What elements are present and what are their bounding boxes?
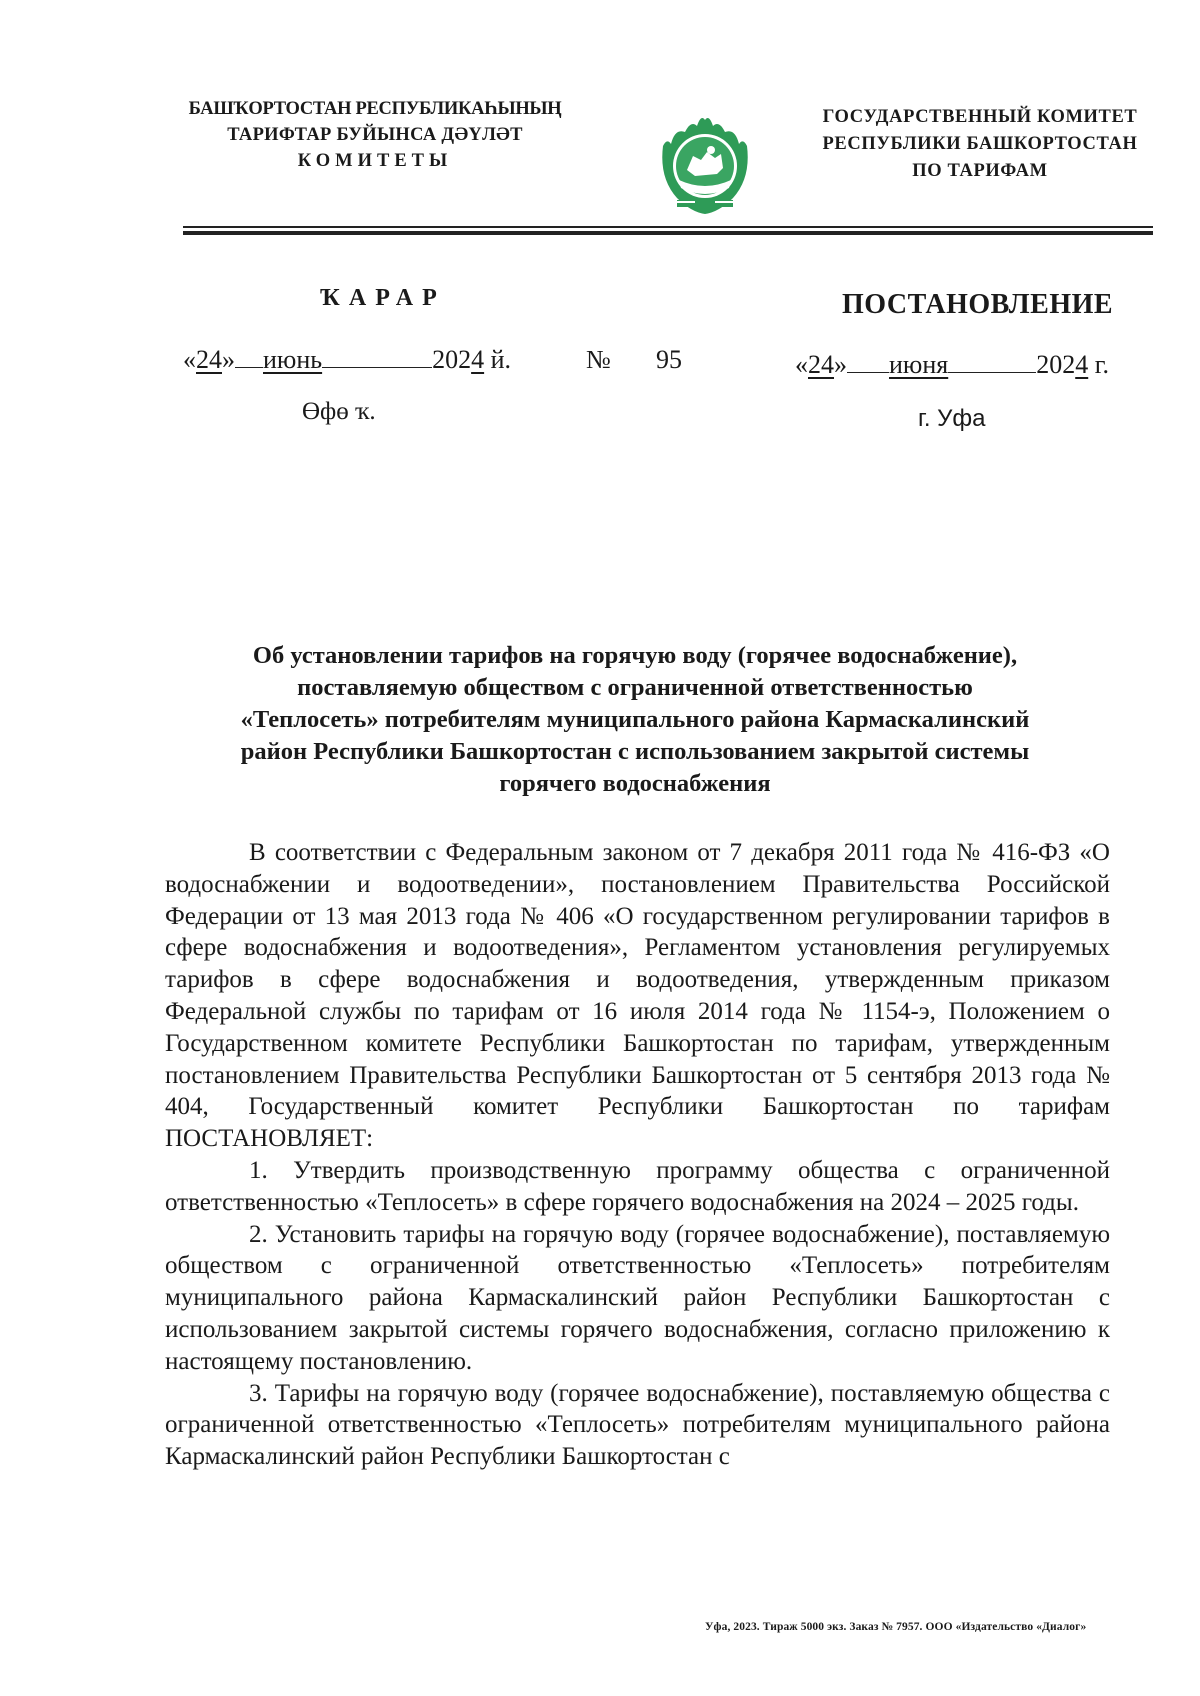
document-title: [165, 640, 1105, 800]
document-body: [165, 837, 1110, 1473]
date-russian-year-prefix: 202: [1036, 350, 1076, 379]
title-line-1: Об установлении тарифов на горячую воду (горячее водоснабжение),: [252, 642, 1018, 669]
title-line-3: «Теплосеть» потребителям муниципального района Кармаскалинский: [240, 706, 1030, 733]
date-bashkir: [183, 345, 511, 375]
title-line-4: район Республики Башкортостан с использованием закрытой системы: [240, 738, 1030, 765]
date-russian-fill-1: [847, 350, 889, 373]
date-bashkir-year-suffix: й.: [484, 345, 512, 374]
doc-number: 95: [656, 345, 682, 374]
date-russian-year-digit: 4: [1075, 350, 1089, 379]
header-russian: [790, 104, 1170, 185]
date-russian-year-suffix: г.: [1088, 350, 1109, 379]
header-russian-line-2: РЕСПУБЛИКИ БАШКОРТОСТАН: [822, 134, 1138, 154]
date-russian: [795, 350, 1109, 380]
date-bashkir-fill-2: [322, 345, 432, 368]
city-russian: г. Уфа: [918, 405, 986, 432]
bashkortostan-emblem-icon: [655, 108, 755, 218]
header-divider-thick: [183, 231, 1153, 235]
header-bashkir: [170, 96, 580, 174]
paragraph-preamble: В соответствии с Федеральным законом от 7 декабря 2011 года № 416-ФЗ «О водоснабжении и водоотведении», постановлением Правительства Российской Федерации от 13 мая 2013 года № 406 «О государственном регулировании тарифов в сфере водоснабжения и водоотведения», Регламентом установления регулируемых тарифов в сфере водоснабжения и водоотведения, утвержденным приказом Федеральной службы по тарифам от 16 июля 2014 года № 1154-э, Положением о Государственном комитете Республики Башкортостан по тарифам, утвержденным постановлением Правительства Республики Башкортостан от 5 сентября 2013 года № 404, Государственный комитет Республики Башкортостан по тарифам ПОСТАНОВЛЯЕТ:: [165, 839, 1110, 1153]
date-russian-fill-2: [948, 350, 1036, 373]
header-bashkir-line-3: КОМИТЕТЫ: [297, 151, 453, 171]
paragraph-item-1: 1. Утвердить производственную программу общества с ограниченной ответственностью «Теплосеть» в сфере горячего водоснабжения на 2024 – 2025 годы.: [165, 1156, 1110, 1216]
date-bashkir-open-quote: «: [183, 345, 196, 374]
date-russian-month: июня: [889, 350, 949, 379]
date-bashkir-close-quote: »: [222, 345, 235, 374]
header-bashkir-line-2: ТАРИФТАР БУЙЫНСА ДӘҮЛӘТ: [227, 125, 523, 145]
header-divider-thin: [183, 226, 1153, 228]
date-bashkir-fill-1: [235, 345, 263, 368]
city-bashkir: Өфө ҡ.: [302, 398, 376, 425]
paragraph-item-3: 3. Тарифы на горячую воду (горячее водоснабжение), поставляемую общества с ограниченной ответственностью «Теплосеть» потребителям муниципального района Кармаскалинский район Республики Башкортостан с: [165, 1379, 1110, 1471]
date-bashkir-month: июнь: [263, 345, 323, 374]
date-russian-close-quote: »: [834, 350, 847, 379]
doc-number-sign: №: [586, 345, 611, 374]
header-bashkir-line-1: БАШҠОРТОСТАН РЕСПУБЛИКАҺЫНЫҢ: [188, 99, 562, 119]
title-line-2: поставляемую обществом с ограниченной ответственностью: [297, 674, 973, 701]
date-bashkir-day: 24: [196, 345, 222, 374]
paragraph-item-2: 2. Установить тарифы на горячую воду (горячее водоснабжение), поставляемую обществом с ограниченной ответственностью «Теплосеть» потребителям муниципального района Кармаскалинский район Республики Башкортостан с использованием закрытой системы горячего водоснабжения, согласно приложению к настоящему постановлению.: [165, 1220, 1110, 1375]
date-bashkir-year-prefix: 202: [432, 345, 472, 374]
date-bashkir-year-digit: 4: [471, 345, 485, 374]
doc-type-bashkir: ҠАРАР: [320, 285, 446, 311]
print-footer: Уфа, 2023. Тираж 5000 экз. Заказ № 7957. ООО «Издательство «Диалог»: [705, 1621, 1087, 1633]
header-russian-line-3: ПО ТАРИФАМ: [912, 161, 1048, 181]
title-line-5: горячего водоснабжения: [499, 770, 771, 797]
date-russian-open-quote: «: [795, 350, 808, 379]
doc-type-russian: ПОСТАНОВЛЕНИЕ: [842, 289, 1114, 320]
date-russian-day: 24: [808, 350, 834, 379]
header-russian-line-1: ГОСУДАРСТВЕННЫЙ КОМИТЕТ: [822, 107, 1138, 127]
